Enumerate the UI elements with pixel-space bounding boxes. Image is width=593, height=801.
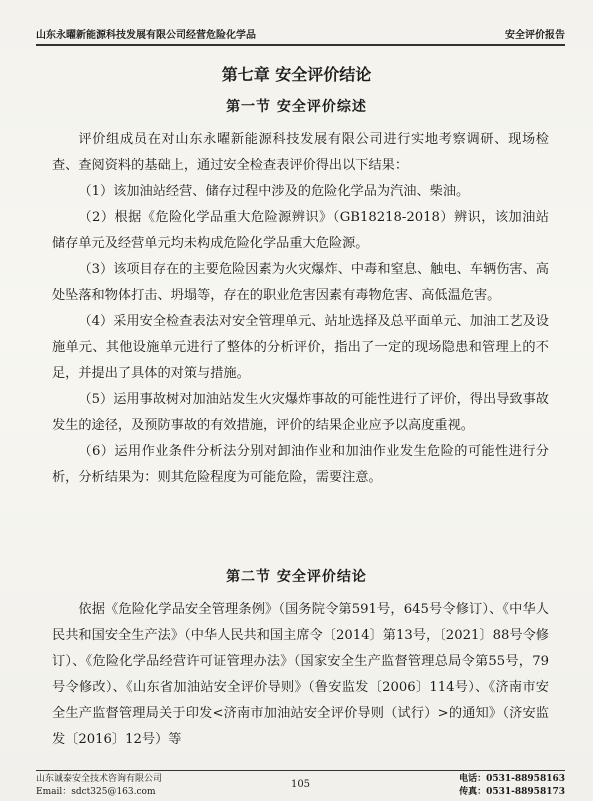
chapter-title: 第七章 安全评价结论 (221, 65, 372, 84)
paragraph: （5）运用事故树对加油站发生火灾爆炸事故的可能性进行了评价，得出导致事故发生的途径，及预防事故的有效措施，评价的结果企业应予以高度重视。 (52, 392, 549, 433)
paragraph: （1）该加油站经营、储存过程中涉及的危险化学品为汽油、柴油。 (78, 184, 470, 199)
paragraph: （3）该项目存在的主要危险因素为火灾爆炸、中毒和窒息、触电、车辆伤害、高处坠落和物体打击、坍塌等，存在的职业危害因素有毒物危害、高低温危害。 (52, 262, 549, 303)
section2-title: 第二节 安全评价结论 (226, 569, 367, 585)
footer-fax: 传真：0531-88958173 (459, 787, 565, 797)
header-company: 山东永曜新能源科技发展有限公司经营危险化学品 (36, 30, 256, 41)
page-footer (36, 770, 565, 799)
paragraph: 依据《危险化学品安全管理条例》（国务院令第591号，645号令修订）、《中华人民共和国安全生产法》（中华人民共和国主席令〔2014〕第13号，〔2021〕88号令修订）、《危险化学品经营许可证管理办法》（国家安全生产监督管理总局令第55号，79号令修改）、《山东省加油站安全评价导则》（鲁安监发〔2006〕114号）、《济南市安全生产监督管理局关于印发<济南市加油站安全评价导则（试行）>的通知》（济安监发〔2016〕12号）等 (52, 602, 549, 747)
paragraph: （4）采用安全检查表法对安全管理单元、站址选择及总平面单元、加油工艺及设施单元、其他设施单元进行了整体的分析评价，指出了一定的现场隐患和管理上的不足，并提出了具体的对策与措施。 (52, 314, 549, 381)
header-report-type: 安全评价报告 (505, 30, 565, 41)
section1-title: 第一节 安全评价综述 (226, 99, 367, 115)
paragraph: （2）根据《危险化学品重大危险源辨识》（GB18218-2018）辨识，该加油站储存单元及经营单元均未构成危险化学品重大危险源。 (52, 210, 549, 251)
paragraph: （6）运用作业条件分析法分别对卸油作业和加油作业发生危险的可能性进行分析，分析结果为：则其危险程度为可能危险，需要注意。 (52, 444, 549, 485)
footer-email: Email：sdct325@163.com (36, 787, 156, 797)
footer-contact-right (459, 773, 565, 799)
footer-phone: 电话：0531-88958163 (459, 774, 565, 784)
footer-org: 山东诚泰安全技术咨询有限公司 (36, 774, 163, 784)
page-number: 105 (290, 779, 311, 790)
section1-body (52, 127, 549, 491)
page-header (36, 24, 565, 46)
paragraph: 评价组成员在对山东永曜新能源科技发展有限公司进行实地考察调研、现场检查、查阅资料的基础上，通过安全检查表评价得出以下结果： (52, 132, 549, 173)
section2-body (52, 597, 549, 753)
